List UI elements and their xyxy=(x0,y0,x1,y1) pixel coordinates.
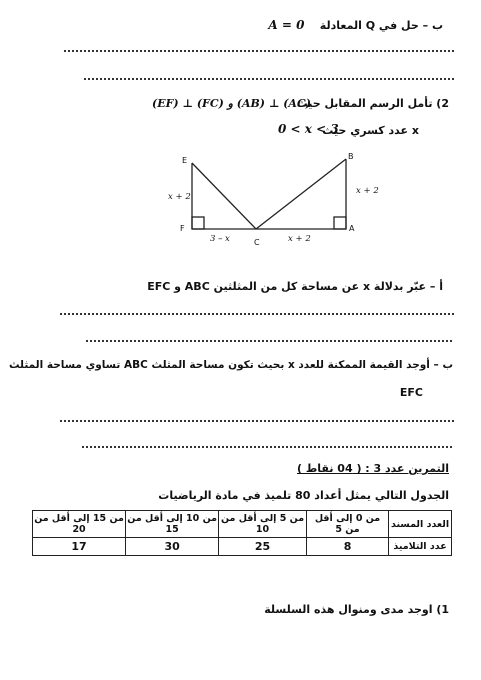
right-angle-a xyxy=(334,217,346,229)
point-a: A xyxy=(349,224,355,233)
answer-line-3 xyxy=(60,313,454,315)
label-ab: x + 2 xyxy=(356,186,379,196)
table-cell: 25 xyxy=(219,538,307,556)
segment-ec xyxy=(192,163,256,229)
table-cell: العدد المسند xyxy=(389,511,452,538)
q2-condition: (EF) ⊥ (FC) و (AB) ⊥ (AC) xyxy=(152,97,311,110)
label-ef: x + 2 xyxy=(168,192,191,202)
point-c: C xyxy=(254,238,260,247)
answer-line-5 xyxy=(60,420,454,422)
table-cell: من 15 إلى أقل من 20 xyxy=(33,511,126,538)
q2-x-text: x عدد كسري حيث xyxy=(322,124,419,137)
segment-bc xyxy=(256,159,346,229)
point-b: B xyxy=(348,152,354,161)
answer-line-2 xyxy=(84,78,454,80)
right-angle-f xyxy=(192,217,204,229)
answer-line-4 xyxy=(86,340,452,342)
triangles-figure xyxy=(150,145,390,255)
exercise3-q1: 1) اوجد مدى ومنوال هذه السلسلة xyxy=(264,603,449,616)
table-row xyxy=(33,511,452,538)
grades-table xyxy=(32,510,452,556)
part-b-label: ب – حل في Q المعادلة xyxy=(319,19,443,32)
table-cell: من 10 إلى أقل من 15 xyxy=(126,511,219,538)
table-cell: 8 xyxy=(306,538,388,556)
exercise3-title: التمرين عدد 3 : ( 04 نقاط ) xyxy=(297,462,449,475)
exercise3-intro: الجدول التالي يمثل أعداد 80 تلميذ في مادة الرياضيات xyxy=(158,489,449,502)
label-fc: 3 – x xyxy=(210,234,230,244)
table-cell: عدد التلاميذ xyxy=(389,538,452,556)
part-a2-text: أ – عبّر بدلالة x عن مساحة كل من المثلثين ABC و EFC xyxy=(147,280,443,293)
part-b2-line1: ب – أوجد القيمة الممكنة للعدد x بحيث تكون مساحة المثلث ABC تساوي مساحة المثلث xyxy=(8,359,453,371)
equation-a-zero: A = 0 xyxy=(268,18,305,32)
table-row xyxy=(33,538,452,556)
q2-intro: 2) تأمل الرسم المقابل حيث xyxy=(296,97,449,110)
answer-line-6 xyxy=(82,446,452,448)
label-ca: x + 2 xyxy=(288,234,311,244)
answer-line-1 xyxy=(64,50,454,52)
part-b-heading xyxy=(268,18,443,32)
point-e: E xyxy=(182,156,188,165)
q2-x-range: 0 < x < 3 xyxy=(278,122,339,136)
table-cell: 17 xyxy=(33,538,126,556)
part-b2-line2: EFC xyxy=(399,386,423,399)
table-cell: من 5 إلى أقل من 10 xyxy=(219,511,307,538)
table-cell: 30 xyxy=(126,538,219,556)
table-cell: من 0 إلى أقل من 5 xyxy=(306,511,388,538)
point-f: F xyxy=(180,224,185,233)
